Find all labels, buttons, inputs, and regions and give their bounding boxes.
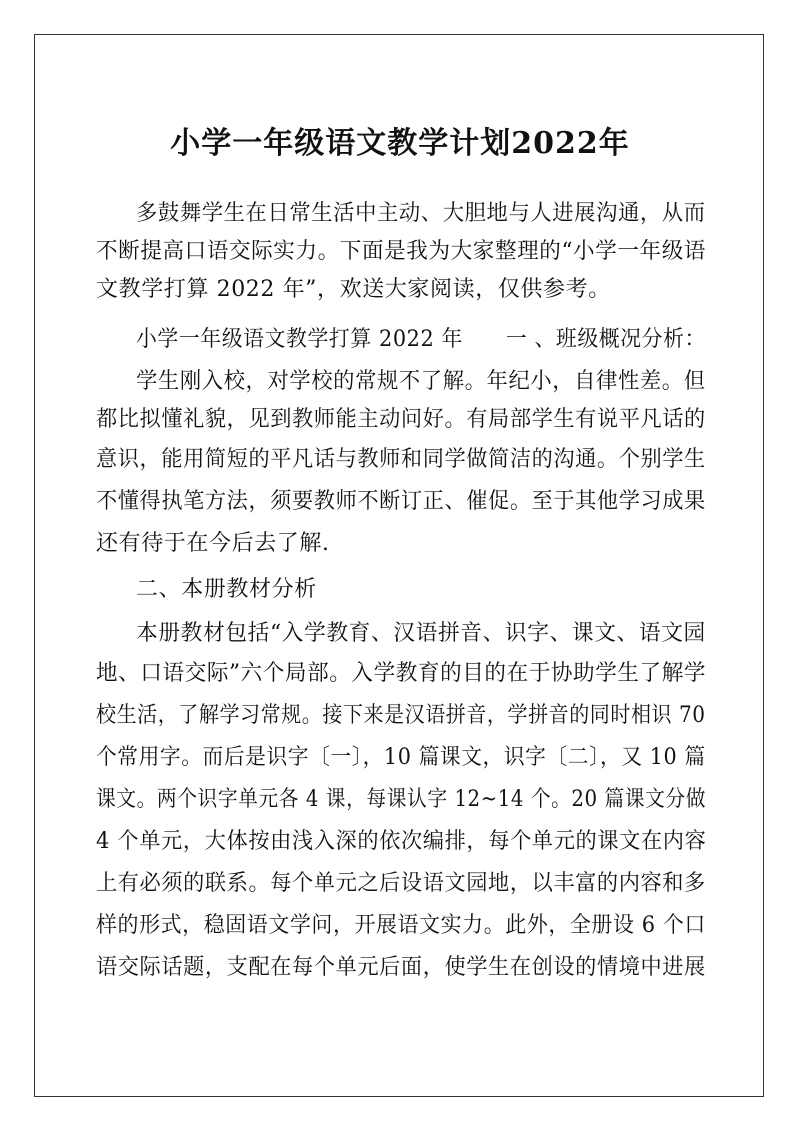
paragraph-line: 都比拟懂礼貌，见到教师能主动问好。有局部学生有说平凡话的: [96, 407, 706, 432]
paragraph-line: 4 个单元，大体按由浅入深的依次编排，每个单元的课文在内容: [96, 829, 707, 854]
section-heading: 二、本册教材分析: [136, 577, 317, 602]
paragraph-line: 不断提高口语交际实力。下面是我为大家整理的“小学一年级语: [96, 239, 707, 264]
paragraph-line: 地、口语交际”六个局部。入学教育的目的在于协助学生了解学: [96, 661, 707, 686]
paragraph-line: 校生活，了解学习常规。接下来是汉语拼音，学拼音的同时相识 70: [96, 703, 706, 728]
paragraph-line: 小学一年级语文教学打算 2022 年 一 、班级概况分析：: [136, 327, 706, 352]
paragraph-line: 不懂得执笔方法，须要教师不断订正、催促。至于其他学习成果: [96, 489, 706, 514]
paragraph-line: 课文。两个识字单元各 4 课，每课认字 12~14 个。20 篇课文分做: [96, 787, 706, 812]
paragraph-line: 样的形式，稳固语文学问，开展语文实力。此外，全册设 6 个口: [96, 913, 706, 938]
paragraph-line: 多鼓舞学生在日常生活中主动、大胆地与人进展沟通，从而: [136, 201, 706, 226]
paragraph-line: 还有待于在今后去了解.: [96, 531, 330, 556]
paragraph-line: 文教学打算 2022 年”，欢送大家阅读，仅供参考。: [96, 277, 611, 302]
document-title: 小学一年级语文教学计划2022年: [170, 126, 630, 161]
paragraph-line: 意识，能用简短的平凡话与教师和同学做简洁的沟通。个别学生: [96, 447, 706, 472]
paragraph-line: 学生刚入校，对学校的常规不了解。年纪小，自律性差。但: [136, 369, 706, 394]
paragraph-line: 语交际话题，支配在每个单元后面，使学生在创设的情境中进展: [96, 955, 706, 980]
paragraph-line: 个常用字。而后是识字〔一〕，10 篇课文，识字〔二〕，又 10 篇: [96, 745, 706, 770]
paragraph-line: 本册教材包括“入学教育、汉语拼音、识字、课文、语文园: [136, 621, 706, 646]
paragraph-line: 上有必须的联系。每个单元之后设语文园地，以丰富的内容和多: [96, 871, 706, 896]
